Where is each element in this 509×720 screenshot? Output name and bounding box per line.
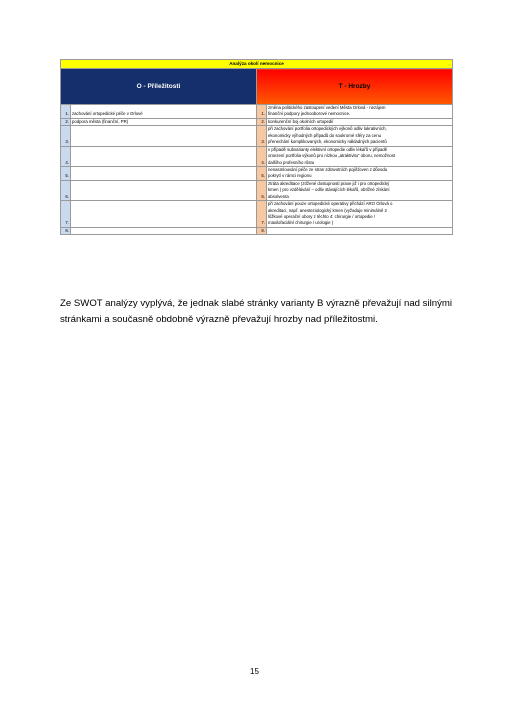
threat-text-line: finanční podpory jednooborové nemocnice. bbox=[268, 111, 351, 117]
opportunity-number: 6. bbox=[61, 180, 71, 200]
opportunity-number: 8. bbox=[61, 227, 71, 234]
opportunity-number: 3. bbox=[61, 126, 71, 146]
threat-text bbox=[267, 118, 453, 125]
threat-text-line: dalšího profesního růstu bbox=[268, 159, 315, 165]
threat-text-line: lůžkové operační obory z těchto 4: chirurgie / ortopedie / bbox=[268, 214, 376, 219]
table-row bbox=[61, 105, 453, 119]
opportunity-number: 2. bbox=[61, 118, 71, 125]
threat-text-line: přenechání komplikovaných, ekonomicky nákladných pacientů bbox=[268, 139, 387, 145]
opportunity-text bbox=[71, 180, 257, 200]
threat-text bbox=[267, 166, 453, 180]
swot-body bbox=[61, 105, 453, 235]
opportunity-number: 4. bbox=[61, 146, 71, 166]
threat-number: 7. bbox=[257, 201, 267, 228]
threat-number: 3. bbox=[257, 126, 267, 146]
header-row bbox=[61, 69, 453, 105]
threat-text-line: kmen ) pro vzdělávání – odliv stávajících lékařů, obtížné získání bbox=[268, 187, 390, 193]
threat-number: 2. bbox=[257, 118, 267, 125]
table-title-row bbox=[61, 60, 453, 69]
threat-text-line: maxilofaciální chirurgie / urologie ) bbox=[268, 220, 334, 226]
threat-text-line bbox=[268, 228, 451, 234]
opportunity-text bbox=[71, 201, 257, 228]
opportunity-text: podpora města (finanční, PR) bbox=[71, 118, 257, 125]
opportunity-text bbox=[71, 146, 257, 166]
threat-text-line: při zachování pouze ortopedické operativy přichází ARO Orlová o bbox=[268, 201, 393, 207]
threat-number: 4. bbox=[257, 146, 267, 166]
page-number: 15 bbox=[250, 667, 259, 676]
threat-text bbox=[267, 227, 453, 234]
threat-text-line: v případě subvarianty elektivní ortopedie odliv lékařů v případě bbox=[268, 146, 388, 152]
threat-text-line: změna politického zastoupení vedení Města Orlová - nezájem bbox=[268, 105, 386, 110]
threat-number: 1. bbox=[257, 105, 267, 119]
table-row bbox=[61, 227, 453, 234]
table-row bbox=[61, 201, 453, 228]
table-title: Analýza okolí nemocnice bbox=[61, 60, 453, 69]
threat-text-line: omezení portfolia výkonů pro nízkou „atraktivitu“ oboru, nemožnost bbox=[268, 153, 396, 159]
threat-text-line: nenasmlouvání péče ze stran zdravotních pojišťoven z důvodu bbox=[268, 166, 388, 172]
threat-text bbox=[267, 201, 453, 228]
threat-text-line: konkurenční boj okolních ortopedií bbox=[268, 118, 334, 124]
threat-text-line: absolventa bbox=[268, 193, 289, 199]
opportunity-text bbox=[71, 126, 257, 146]
threats-header: T - Hrozby bbox=[257, 69, 453, 105]
opportunity-number: 7. bbox=[61, 201, 71, 228]
threat-text-line: ekonomicky výhodných případů do soukromé sféry za cenu bbox=[268, 132, 381, 138]
threat-text-line: pokrytí v rámci regionu bbox=[268, 173, 312, 179]
threat-text bbox=[267, 146, 453, 166]
threat-text-line: akreditaci, např. anesteziologický kmen (vyžaduje minimálně 2 bbox=[268, 207, 387, 213]
swot-table bbox=[60, 59, 453, 235]
opportunity-text bbox=[71, 166, 257, 180]
threat-number: 6. bbox=[257, 180, 267, 200]
opportunity-number: 1. bbox=[61, 105, 71, 119]
table-row bbox=[61, 126, 453, 146]
opportunity-text: zachování ortopedické péče v Orlové bbox=[71, 105, 257, 119]
table-row bbox=[61, 180, 453, 200]
conclusion-paragraph: Ze SWOT analýzy vyplývá, že jednak slabé stránky varianty B výrazně převažují nad silnými stránkami a současně obdobně výrazně převažují hrozby nad příležitostmi. bbox=[60, 298, 452, 325]
opportunity-text bbox=[71, 227, 257, 234]
threat-text bbox=[267, 126, 453, 146]
opportunities-header: O - Příležitosti bbox=[61, 69, 257, 105]
threat-text-line: při zachování portfolia ortopedických výkonů odliv lukrativních, bbox=[268, 126, 387, 132]
threat-text bbox=[267, 105, 453, 119]
opportunity-number: 5. bbox=[61, 166, 71, 180]
table-row bbox=[61, 166, 453, 180]
threat-number: 5. bbox=[257, 166, 267, 180]
table-row bbox=[61, 118, 453, 125]
threat-number: 8. bbox=[257, 227, 267, 234]
table-row bbox=[61, 146, 453, 166]
threat-text-line: ztráta akreditace (ztížené dostupnosti praxe již i pro ortopedický bbox=[268, 180, 390, 186]
threat-text bbox=[267, 180, 453, 200]
